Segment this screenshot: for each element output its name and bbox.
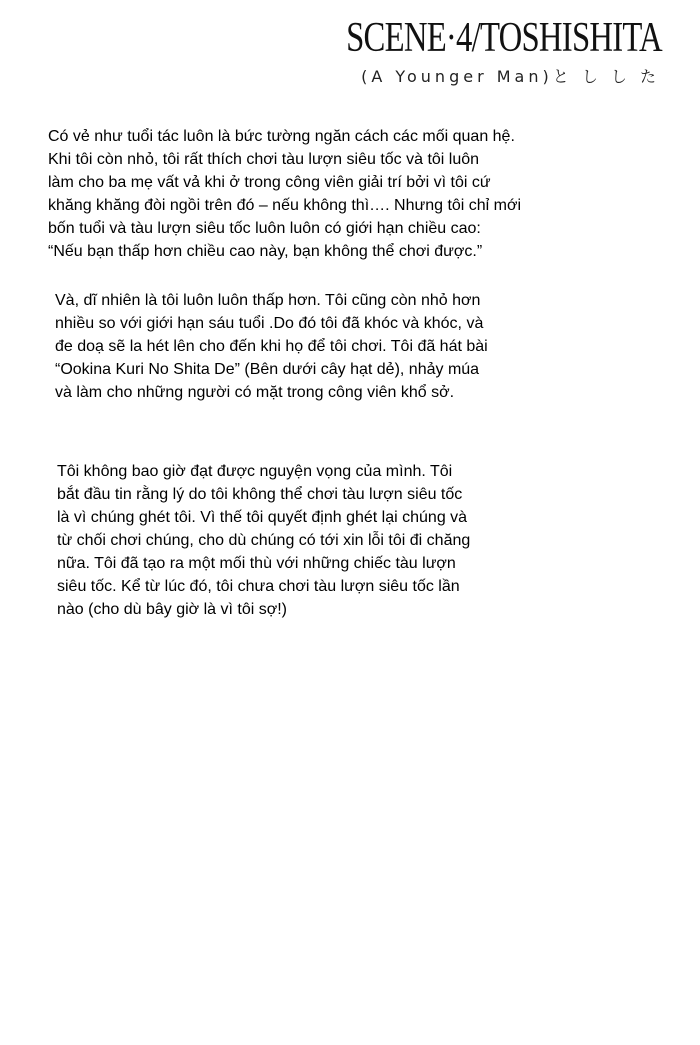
text-line: là vì chúng ghét tôi. Vì thế tôi quyết định ghét lại chúng và <box>57 509 468 526</box>
text-line: Tôi không bao giờ đạt được nguyện vọng của mình. Tôi <box>57 463 453 480</box>
text-line: nhiều so với giới hạn sáu tuổi .Do đó tôi đã khóc và khóc, và <box>55 315 484 332</box>
paragraph-1 <box>48 125 521 263</box>
text-line: bốn tuổi và tàu lượn siêu tốc luôn luôn có giới hạn chiều cao: <box>48 220 481 237</box>
scene-title: SCENE·4/TOSHISHITA <box>346 15 662 61</box>
text-line: bắt đầu tin rằng lý do tôi không thể chơi tàu lượn siêu tốc <box>57 486 463 503</box>
text-line: và làm cho những người có mặt trong công viên khổ sở. <box>55 384 455 401</box>
text-line: từ chối chơi chúng, cho dù chúng có tới xin lỗi tôi đi chăng <box>57 532 471 549</box>
text-line: nào (cho dù bây giờ là vì tôi sợ!) <box>57 601 287 618</box>
text-line: siêu tốc. Kể từ lúc đó, tôi chưa chơi tàu lượn siêu tốc lần <box>57 578 460 595</box>
paragraph-2 <box>55 289 488 404</box>
text-line: đe doạ sẽ la hét lên cho đến khi họ để tôi chơi. Tôi đã hát bài <box>55 338 488 355</box>
paragraph-3 <box>57 460 470 621</box>
text-line: “Nếu bạn thấp hơn chiều cao này, bạn không thể chơi được.” <box>48 243 483 260</box>
text-line: Có vẻ như tuổi tác luôn là bức tường ngăn cách các mối quan hệ. <box>48 128 515 145</box>
text-line: Và, dĩ nhiên là tôi luôn luôn thấp hơn. Tôi cũng còn nhỏ hơn <box>55 292 481 309</box>
text-line: khăng khăng đòi ngồi trên đó – nếu không thì…. Nhưng tôi chỉ mới <box>48 197 522 214</box>
text-line: Khi tôi còn nhỏ, tôi rất thích chơi tàu lượn siêu tốc và tôi luôn <box>48 151 480 168</box>
text-line: nữa. Tôi đã tạo ra một mối thù với những chiếc tàu lượn <box>57 555 456 572</box>
text-line: “Ookina Kuri No Shita De” (Bên dưới cây hạt dẻ), nhảy múa <box>55 361 480 378</box>
text-line: làm cho ba mẹ vất vả khi ở trong công viên giải trí bởi vì tôi cứ <box>48 174 491 191</box>
scene-subtitle: (A Younger Man)と し し た <box>361 67 660 86</box>
